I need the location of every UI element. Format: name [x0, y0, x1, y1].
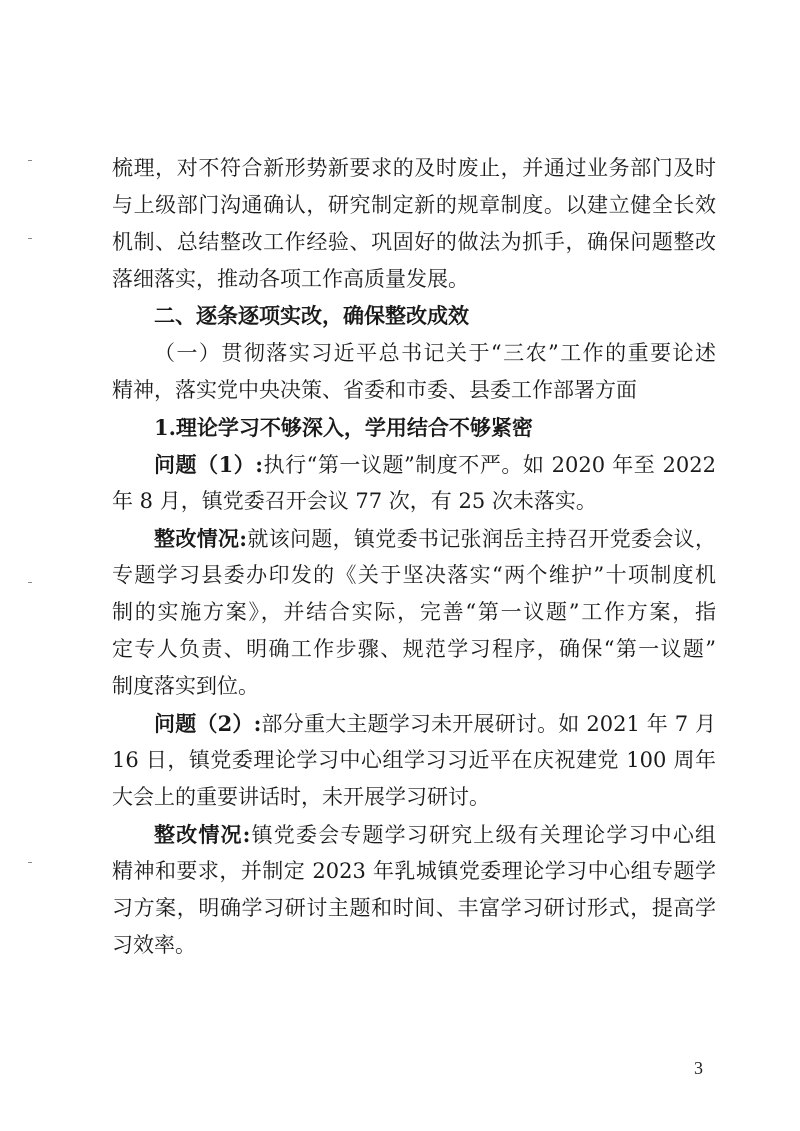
text-line: 习方案，明确学习研讨主题和时间、丰富学习研讨形式，提高学 — [112, 896, 716, 920]
text-line: 与上级部门沟通确认，研究制定新的规章制度。以建立健全长效 — [112, 193, 716, 217]
rectification-text: 就该问题，镇党委书记张润岳主持召开党委会议， — [247, 527, 716, 551]
rectification-2 — [112, 816, 716, 964]
text-line: 精神和要求，并制定 2023 年乳城镇党委理论学习中心组专题学 — [112, 859, 716, 883]
rectification-label: 整改情况: — [154, 822, 251, 847]
text-line: （一）贯彻落实习近平总书记关于“三农”工作的重要论述 — [154, 341, 716, 365]
rectification-1 — [112, 520, 716, 705]
text-line: 制度落实到位。 — [112, 674, 259, 698]
margin-mark — [28, 238, 32, 239]
text-line: 梳理，对不符合新形势新要求的及时废止，并通过业务部门及时 — [112, 156, 716, 180]
section-heading: 二、逐条逐项实改，确保整改成效 — [154, 304, 469, 328]
text-line: 机制、总结整改工作经验、巩固好的做法为抓手，确保问题整改 — [112, 230, 716, 254]
problem-text: 执行“第一议题”制度不严。如 2020 年至 2022 — [263, 453, 716, 477]
margin-mark — [28, 160, 32, 161]
text-line — [112, 520, 716, 557]
text-line — [112, 705, 716, 742]
text-line: 年 8 月，镇党委召开会议 77 次，有 25 次未落实。 — [112, 489, 597, 513]
margin-mark — [28, 862, 32, 863]
text-line: 定专人负责、明确工作步骤、规范学习程序，确保“第一议题” — [112, 637, 716, 661]
document-body — [112, 150, 716, 964]
text-line: 制的实施方案》，并结合实际，完善“第一议题”工作方案，指 — [112, 600, 716, 624]
text-line — [112, 816, 716, 853]
rectification-text: 镇党委会专题学习研究上级有关理论学习中心组 — [250, 823, 716, 847]
paragraph-continuation — [112, 150, 716, 298]
margin-mark — [28, 582, 32, 583]
text-line — [112, 446, 716, 483]
text-line: 落细落实，推动各项工作高质量发展。 — [112, 267, 469, 291]
subsection-heading — [112, 335, 716, 409]
text-line: 习效率。 — [112, 933, 196, 957]
text-line: 精神，落实党中央决策、省委和市委、县委工作部署方面 — [112, 378, 637, 402]
text-line: 16 日，镇党委理论学习中心组学习习近平在庆祝建党 100 周年 — [112, 748, 716, 772]
page-number: 3 — [694, 1058, 703, 1078]
rectification-label: 整改情况: — [154, 526, 248, 551]
item-heading: 1.理论学习不够深入，学用结合不够紧密 — [154, 415, 533, 440]
text-line: 专题学习县委办印发的《关于坚决落实“两个维护”十项制度机 — [112, 563, 716, 587]
text-line: 大会上的重要讲话时，未开展学习研讨。 — [112, 785, 490, 809]
problem-label: 问题（2）: — [154, 711, 262, 736]
problem-1 — [112, 446, 716, 520]
problem-text: 部分重大主题学习未开展研讨。如 2021 年 7 月 — [261, 712, 716, 736]
problem-2 — [112, 705, 716, 816]
problem-label: 问题（1）: — [154, 452, 264, 477]
